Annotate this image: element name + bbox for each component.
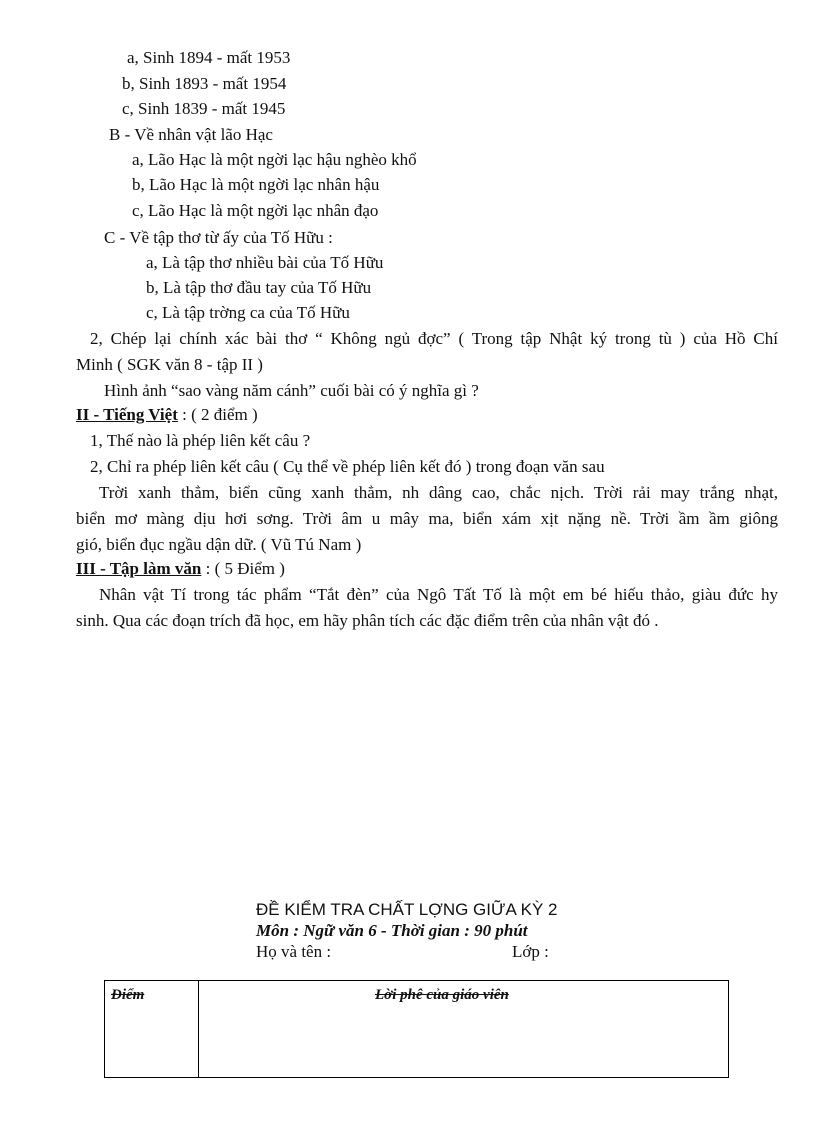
option-c-tu-ay: c, Là tập trờng ca của Tố Hữu (146, 303, 350, 322)
essay-line-1: Nhân vật Tí trong tác phẩm “Tắt đèn” của Ngô Tất Tố là một em bé hiếu thảo, giàu đức hy (99, 585, 778, 604)
section-iii-points: : ( 5 Điểm ) (201, 559, 285, 578)
option-c-birth: c, Sinh 1839 - mất 1945 (122, 99, 286, 118)
option-b-tu-ay: b, Là tập thơ đầu tay của Tố Hữu (146, 278, 372, 297)
section-ii-heading: II - Tiếng Việt (76, 405, 178, 424)
question-2-line-3: Hình ảnh “sao vàng năm cánh” cuối bài có ý nghĩa gì ? (104, 381, 479, 400)
passage-line-1: Trời xanh thẳm, biển cũng xanh thẳm, nh dâng cao, chắc nịch. Trời rải may trắng nhạt, (99, 483, 778, 502)
teacher-comment-label: Lời phê của giáo viên (375, 987, 509, 1003)
section-c-title: C - Về tập thơ từ ấy của Tố Hữu : (104, 228, 333, 247)
student-name-label: Họ và tên : (256, 942, 332, 961)
student-class-label: Lớp : (512, 942, 549, 961)
score-column (105, 981, 199, 1077)
option-c-lao-hac: c, Lão Hạc là một ngời lạc nhân đạo (132, 201, 379, 220)
exam-title: ĐỀ KIỂM TRA CHẤT LỢNG GIỮA KỲ 2 (256, 900, 558, 919)
option-a-lao-hac: a, Lão Hạc là một ngời lạc hậu nghèo khổ (132, 150, 417, 169)
option-b-birth: b, Sinh 1893 - mất 1954 (122, 74, 287, 93)
question-2-line-1: 2, Chép lại chính xác bài thơ “ Không ngủ đợc” ( Trong tập Nhật ký trong tù ) của Hồ Chí (90, 329, 778, 348)
grade-table (104, 980, 729, 1078)
option-b-lao-hac: b, Lão Hạc là một ngời lạc nhân hậu (132, 175, 380, 194)
score-label: Điểm (111, 987, 145, 1003)
section-b-title: B - Về nhân vật lão Hạc (109, 125, 273, 144)
exam-subject-time: Môn : Ngữ văn 6 - Thời gian : 90 phút (256, 921, 528, 940)
section-ii-points: : ( 2 điểm ) (177, 405, 258, 424)
passage-line-2: biển mơ màng dịu hơi sơng. Trời âm u mây ma, biển xám xịt nặng nề. Trời ầm ầm giông (76, 509, 778, 528)
option-a-tu-ay: a, Là tập thơ nhiều bài của Tố Hữu (146, 253, 384, 272)
section-iii-heading: III - Tập làm văn (76, 559, 202, 578)
section-ii-title (76, 405, 258, 425)
option-a-birth: a, Sinh 1894 - mất 1953 (127, 48, 291, 67)
passage-line-3: gió, biển đục ngầu dận dữ. ( Vũ Tú Nam ) (76, 535, 362, 554)
section-ii-question-2: 2, Chỉ ra phép liên kết câu ( Cụ thể về phép liên kết đó ) trong đoạn văn sau (90, 457, 605, 476)
section-ii-question-1: 1, Thế nào là phép liên kết câu ? (90, 431, 311, 450)
essay-line-2: sinh. Qua các đoạn trích đã học, em hãy phân tích các đặc điểm trên của nhân vật đó . (76, 611, 659, 630)
question-2-line-2: Minh ( SGK văn 8 - tập II ) (76, 355, 263, 374)
section-iii-title (76, 559, 285, 579)
